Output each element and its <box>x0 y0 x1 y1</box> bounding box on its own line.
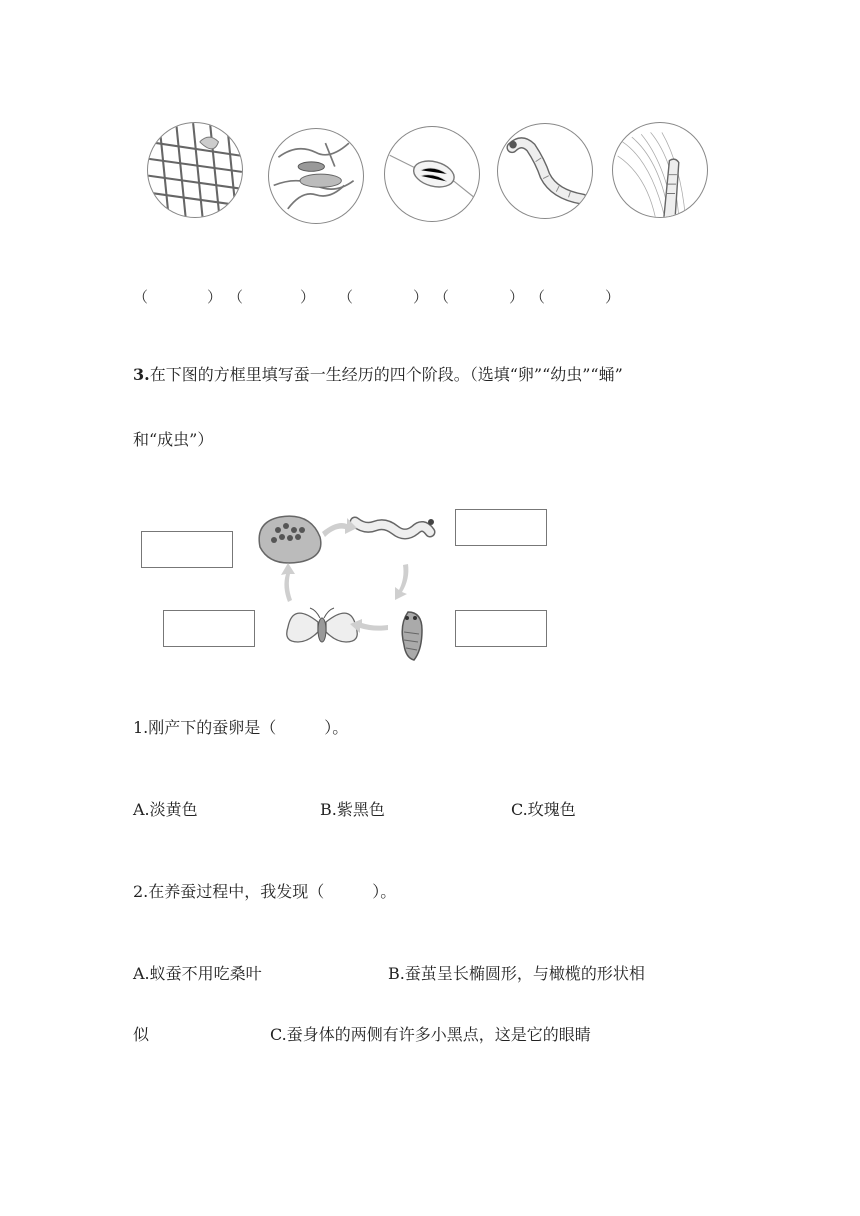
stage-image-1 <box>147 122 243 218</box>
mc2-option-c[interactable]: C.蚕身体的两侧有许多小黑点，这是它的眼睛 <box>270 1025 591 1044</box>
mc2-stem: 2.在养蚕过程中，我发现（ ）。 <box>133 882 397 901</box>
answer-paren-open-5: （ <box>530 288 546 306</box>
mc1-option-a[interactable]: A.淡黄色 <box>133 800 198 819</box>
pupa-icon <box>402 612 422 660</box>
answer-paren-open-1: （ <box>133 288 149 306</box>
hand-silkworm-icon <box>269 129 363 223</box>
answer-paren-open-2: （ <box>228 288 244 306</box>
moth-icon <box>287 608 358 642</box>
answer-box-top-left[interactable] <box>141 531 233 568</box>
egg-cluster-icon <box>259 516 321 563</box>
mc2-option-b-cont: 似 <box>133 1025 150 1044</box>
life-cycle-diagram <box>240 492 460 662</box>
leaf-net-icon <box>148 123 242 217</box>
brush-silkworm-icon <box>613 123 707 217</box>
answer-row <box>0 286 860 308</box>
answer-box-bottom-right[interactable] <box>455 610 547 647</box>
mc1-option-c[interactable]: C.玫瑰色 <box>511 800 576 819</box>
stage-image-2 <box>268 128 364 224</box>
answer-paren-close-3: ） <box>413 288 429 306</box>
answer-paren-close-1: ） <box>207 288 223 306</box>
answer-paren-close-2: ） <box>300 288 316 306</box>
mc2-option-b[interactable]: B.蚕茧呈长椭圆形，与橄榄的形状相 <box>388 964 645 983</box>
q3-line1 <box>133 362 623 385</box>
stage-image-3 <box>384 126 480 222</box>
q3-number: 3. <box>133 365 150 384</box>
answer-paren-open-4: （ <box>434 288 450 306</box>
mc1-option-b[interactable]: B.紫黑色 <box>320 800 385 819</box>
answer-paren-close-4: ） <box>509 288 525 306</box>
mc2-option-a[interactable]: A.蚁蚕不用吃桑叶 <box>133 964 262 983</box>
answer-box-top-right[interactable] <box>455 509 547 546</box>
stage-image-4 <box>497 123 593 219</box>
stage-image-5 <box>612 122 708 218</box>
answer-paren-close-5: ） <box>605 288 621 306</box>
q3-line2: 和“成虫”） <box>133 430 214 449</box>
mc1-stem: 1.刚产下的蚕卵是（ ）。 <box>133 718 349 737</box>
cocoon-icon <box>385 127 479 221</box>
answer-paren-open-3: （ <box>338 288 354 306</box>
larva-icon <box>355 519 434 534</box>
silkworm-icon <box>498 124 592 218</box>
q3-text-line1: 在下图的方框里填写蚕一生经历的四个阶段。（选填“卵”“幼虫”“蛹” <box>149 365 623 384</box>
